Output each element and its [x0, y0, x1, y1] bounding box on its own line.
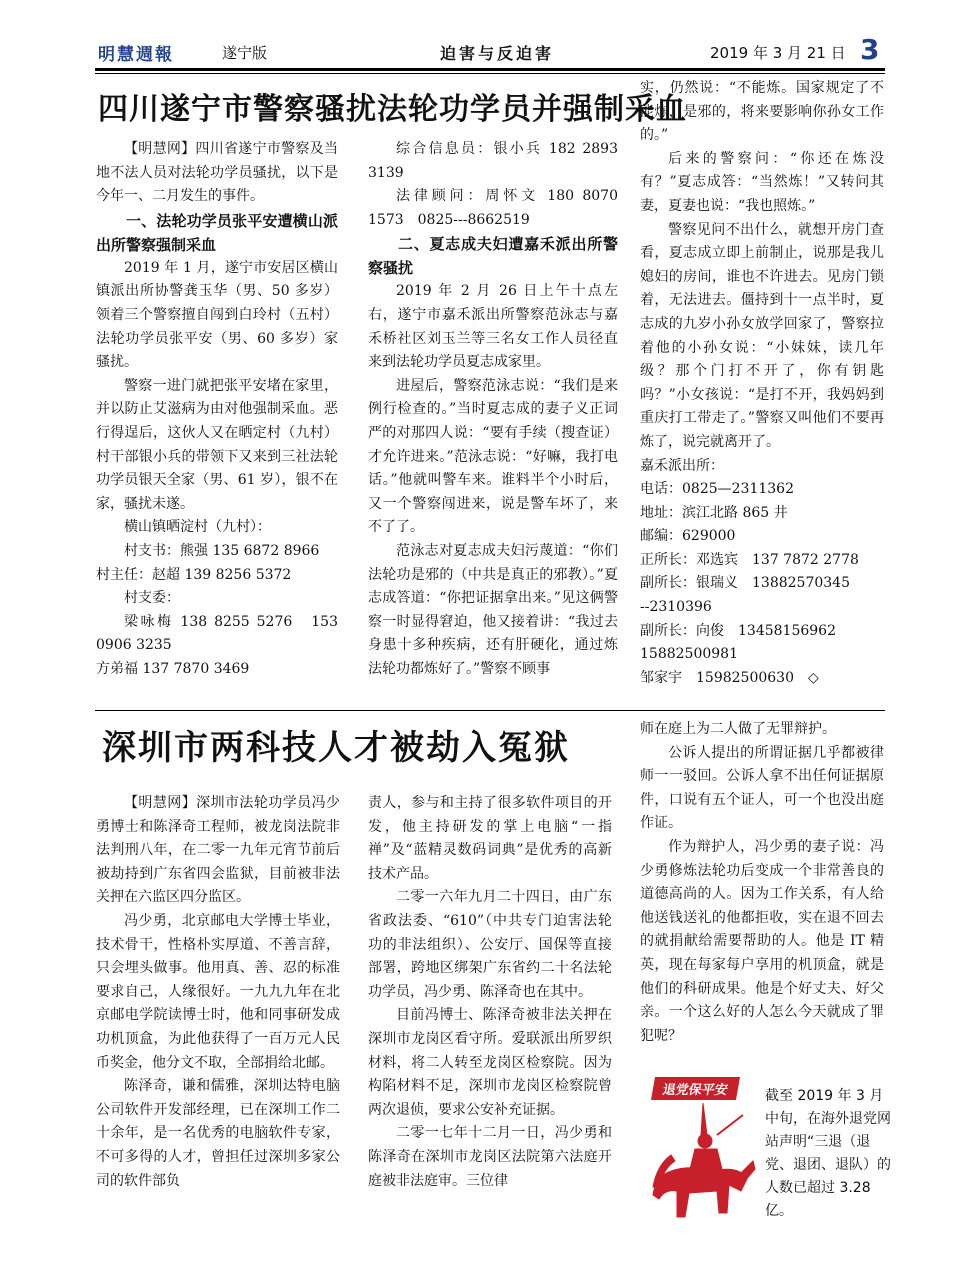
paragraph: 公诉人提出的所谓证据几乎都被律师一一驳回。公诉人拿不出任何证据原件，口说有五个证人，可一个也没出庭作证。: [640, 744, 884, 832]
paragraph: 实，仍然说：“不能炼。国家规定了不能炼，是邪的，将来要影响你孙女工作的。”: [640, 80, 884, 144]
paragraph: 二零一六年九月二十四日，由广东省政法委、“610”（中共专门迫害法轮功的非法组织）、公安厅、国保等直接部署，跨地区绑架广东省约二十名法轮功学员，冯少勇、陈泽奇也在其中。: [368, 889, 612, 1000]
paragraph: 作为辩护人，冯少勇的妻子说：冯少勇修炼法轮功后变成一个非常善良的道德高尚的人。因为工作关系，有人给他送钱送礼的他都拒收，实在退不回去的就捐献给需要帮助的人。他是 IT 精英，现在每家每户享用的机顶盒，就是他们的科研成果。他是个好丈夫、好父亲。一个这么好的人怎么今天就成了罪犯呢？: [640, 838, 884, 1044]
paragraph: 后来的警察问：“你还在炼没有？”夏志成答：“当然炼！”又转问其妻，夏妻也说：“我也照炼。”: [640, 150, 884, 214]
subheading: 二、夏志成夫妇遭嘉禾派出所警察骚扰: [368, 235, 618, 278]
article1-column-3: [640, 77, 884, 690]
contact-line: 副所长：银瑞义 13882570345: [640, 575, 850, 592]
contact-line: 15882500981: [640, 646, 738, 663]
subheading: 一、法轮功学员张平安遭横山派出所警察强制采血: [96, 211, 338, 254]
paragraph: 冯少勇，北京邮电大学博士毕业，技术骨干，性格朴实厚道、不善言辞，只会埋头做事。他用真、善、忍的标准要求自己，人缘很好。一九九九年在北京邮电学院读博士时，他和同事研发成功机顶盒，为此他获得了一百万元人民币奖金，他分文不取，全部捐给北邮。: [96, 912, 340, 1071]
paragraph: 警察见问不出什么，就想开房门查看，夏志成立即上前制止，说那是我儿媳妇的房间，谁也不许进去。见房门锁着，无法进去。僵持到十一点半时，夏志成的九岁小孙女放学回家了，警察拉着他的小孙女说：“小妹妹，读几年级？那个门打不开了，你有钥匙吗？”小女孩说：“是打不开，我妈妈到重庆打工带走了。”警察又叫他们不要再炼了，说完就离开了。: [640, 221, 884, 450]
paragraph: 师在庭上为二人做了无罪辩护。: [640, 721, 836, 737]
contact-line: 村主任：赵超 139 8256 5372: [96, 566, 292, 583]
article2-column-2: [368, 792, 612, 1193]
contact-line: 邹家宇 15982500630 ◇: [640, 669, 819, 686]
promo-text: 截至 2019 年 3 月中旬，在海外退党网站声明“三退（退党、退团、退队）的人数已超过 3.28 亿。: [765, 1088, 891, 1219]
paragraph: 范泳志对夏志成夫妇污蔑道：“你们法轮功是邪的（中共是真正的邪教）。”夏志成答道：“你把证据拿出来。”见这俩警察一时显得窘迫，他又接着讲：“我过去身患十多种疾病，还有肝硬化，通过炼法轮功都炼好了。”警察不顾事: [368, 542, 618, 677]
contact-line: --2310396: [640, 599, 712, 616]
contact-line: 正所长：邓选宾 137 7872 2778: [640, 551, 859, 568]
article2-column-1: [96, 792, 340, 1193]
issue-date: 2019 年 3 月 21 日: [710, 44, 846, 62]
contact-line: 梁咏梅 138 8255 5276 153 0906 3235: [96, 613, 338, 654]
contact-line: 副所长：向俊 13458156962: [640, 622, 836, 639]
paragraph: 目前冯博士、陈泽奇被非法关押在深圳市龙岗区看守所。爱联派出所罗织材料，将二人转至龙岗区检察院。因为构陷材料不足，深圳市龙岗区检察院曾两次退侦，要求公安补充证据。: [368, 1007, 612, 1118]
article1-column-1: [96, 138, 338, 681]
paragraph: 【明慧网】深圳市法轮功学员冯少勇博士和陈泽奇工程师，被龙岗法院非法判刑八年，在二零一九年元宵节前后被劫持到广东省四会监狱，目前被非法关押在六监区四分监区。: [96, 795, 340, 906]
article2-column-3: [640, 718, 884, 1048]
article1-column-2: [368, 138, 618, 681]
paragraph: 陈泽奇，谦和儒雅，深圳达特电脑公司软件开发部经理，已在深圳工作二十余年，是一名优秀的电脑软件专家，不可多得的人才，曾担任过深圳多家公司的软件部负: [96, 1078, 340, 1189]
edition-label: 遂宁版: [222, 44, 268, 62]
paragraph: 2019 年 2 月 26 日上午十点左右，遂宁市嘉禾派出所警察范泳志与嘉禾桥社区刘玉兰等三名女工作人员径直来到法轮功学员夏志成家里。: [368, 283, 618, 371]
paragraph: 二零一七年十二月一日，冯少勇和陈泽奇在深圳市龙岗区法院第六法庭开庭被非法庭审。三位律: [368, 1125, 612, 1189]
page-number: 3: [860, 33, 880, 66]
paper-name: 明慧週報: [98, 45, 174, 65]
contact-line: 嘉禾派出所：: [640, 457, 724, 474]
paragraph: 责人，参与和主持了很多软件项目的开发，他主持研发的掌上电脑“一指禅”及“蓝精灵数码词典”是优秀的高新技术产品。: [368, 795, 612, 882]
contact-line: 邮编：629000: [640, 528, 736, 545]
header-rule: [95, 68, 885, 71]
contact-line: 村支委：: [124, 590, 180, 607]
contact-line: 综合信息员：银小兵 182 2893 3139: [368, 141, 618, 181]
paragraph: 2019 年 1 月，遂宁市安居区横山镇派出所协警龚玉华（男、50 多岁）领着三个警察擅自闯到白玲村（五村）法轮功学员张平安（男、60 多岁）家骚扰。: [96, 259, 338, 371]
article1-headline: 四川遂宁市警察骚扰法轮功学员并强制采血: [98, 92, 687, 127]
contact-line: 地址：滨江北路 865 井: [640, 504, 788, 521]
contact-line: 村支书：熊强 135 6872 8966: [124, 542, 320, 559]
section-title: 迫害与反迫害: [440, 44, 555, 63]
contact-line: 横山镇晒淀村（九村）：: [124, 519, 271, 536]
promo-ribbon: 退党保平安: [651, 1077, 740, 1100]
article-divider: [95, 710, 885, 711]
contact-line: 方弟福 137 7870 3469: [96, 660, 250, 677]
quit-ccp-promo: [643, 1075, 893, 1235]
paragraph: 进屋后，警察范泳志说：“我们是来例行检查的。”当时夏志成的妻子义正词严的对那四人说：“要有手续（搜查证）才允许进来。”范泳志说：“好嘛，我打电话。”他就叫警车来。谁料半个小时后，又一个警察闯进来，说是警车坏了，来不了了。: [368, 377, 618, 536]
contact-line: 法律顾问：周怀文 180 8070 1573 0825---8662519: [368, 188, 618, 228]
paragraph: 警察一进门就把张平安堵在家里，并以防止艾滋病为由对他强制采血。恶行得逞后，这伙人又在晒定村（九村）村干部银小兵的带领下又来到三社法轮功学员银天全家（男、61 岁），银不在家，骚扰未遂。: [96, 377, 338, 512]
contact-line: 电话：0825—2311362: [640, 481, 794, 498]
warrior-horse-illustration-icon: [643, 1095, 763, 1235]
article2-headline: 深圳市两科技人才被劫入冤狱: [102, 728, 570, 768]
header-rule-thin: [95, 73, 885, 74]
paragraph: 【明慧网】四川省遂宁市警察及当地不法人员对法轮功学员骚扰，以下是今年一、二月发生的事件。: [96, 141, 338, 205]
